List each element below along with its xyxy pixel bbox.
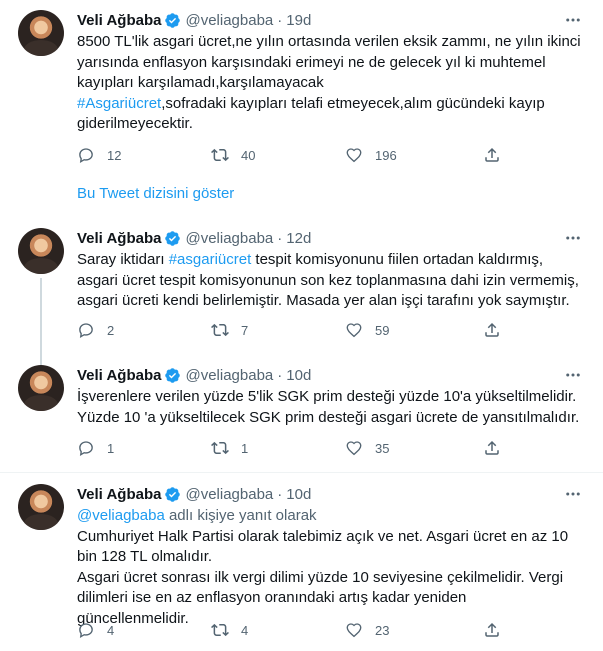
- verified-badge-icon: [164, 486, 181, 503]
- hashtag-link[interactable]: #asgariücret: [168, 251, 252, 268]
- like-icon: [345, 621, 363, 639]
- author-name[interactable]: Veli Ağbaba: [77, 11, 162, 29]
- show-thread-link[interactable]: Bu Tweet dizisini göster: [77, 185, 235, 202]
- author-handle[interactable]: @veliagbaba: [185, 366, 274, 384]
- tweet-paragraph: [77, 94, 582, 135]
- retweet-button[interactable]: [211, 321, 248, 339]
- retweet-count: 1: [241, 440, 249, 456]
- share-icon: [483, 621, 501, 639]
- like-icon: [345, 439, 363, 457]
- retweet-icon: [211, 621, 229, 639]
- reply-icon: [77, 146, 95, 164]
- reply-icon: [77, 321, 95, 339]
- timestamp[interactable]: 19d: [286, 11, 312, 29]
- share-button[interactable]: [483, 146, 513, 164]
- timestamp[interactable]: 10d: [286, 485, 312, 503]
- verified-badge-icon: [164, 12, 181, 29]
- author-handle[interactable]: @veliagbaba: [185, 485, 274, 503]
- tweet-actions: [77, 321, 507, 341]
- share-button[interactable]: [483, 321, 513, 339]
- tweet-text-segment: ,sofradaki kayıpları telafi etmeyecek,alım gücündeki kayıp giderilmeyecektir.: [77, 94, 545, 132]
- verified-badge-icon: [164, 367, 181, 384]
- like-icon: [345, 146, 363, 164]
- share-icon: [483, 146, 501, 164]
- reply-button[interactable]: [77, 439, 114, 457]
- separator-dot: ·: [277, 229, 283, 247]
- reply-button[interactable]: [77, 321, 114, 339]
- like-count: 59: [375, 322, 390, 338]
- author-handle[interactable]: @veliagbaba: [185, 229, 274, 247]
- tweet-text: [77, 387, 582, 428]
- retweet-icon: [211, 146, 229, 164]
- more-options-icon[interactable]: [563, 12, 583, 28]
- tweet-text-segment: Saray iktidarı: [77, 251, 169, 268]
- like-count: 196: [375, 147, 397, 163]
- reply-count: 1: [107, 440, 115, 456]
- more-options-icon[interactable]: [563, 367, 583, 383]
- retweet-count: 7: [241, 322, 249, 338]
- share-button[interactable]: [483, 621, 513, 639]
- tweet-paragraph: İşverenlere verilen yüzde 5'lik SGK prim desteği yüzde 10'a yükseltilmelidir. Yüzde 10 'a yükseltilecek SGK prim desteği asgari ücrete de yansıtılmalıdır.: [77, 388, 580, 426]
- reply-icon: [77, 621, 95, 639]
- timestamp[interactable]: 12d: [286, 229, 312, 247]
- like-button[interactable]: [345, 321, 389, 339]
- like-count: 23: [375, 622, 390, 638]
- tweet-actions: [77, 621, 507, 641]
- share-icon: [483, 439, 501, 457]
- verified-badge-icon: [164, 230, 181, 247]
- separator-dot: ·: [277, 366, 283, 384]
- tweet-actions: [77, 146, 507, 166]
- retweet-button[interactable]: [211, 146, 255, 164]
- tweet-paragraph: [77, 250, 582, 312]
- more-options-icon[interactable]: [563, 486, 583, 502]
- tweet-text: [77, 250, 582, 312]
- reply-icon: [77, 439, 95, 457]
- retweet-icon: [211, 321, 229, 339]
- timestamp[interactable]: 10d: [286, 366, 312, 384]
- share-button[interactable]: [483, 439, 513, 457]
- share-icon: [483, 321, 501, 339]
- like-icon: [345, 321, 363, 339]
- tweet-paragraph: Asgari ücret sonrası ilk vergi dilimi yüzde 10 seviyesine çekilmelidir. Vergi dilimleri ise en az enflasyon oranındaki artış kadar yeniden güncellenmelidir.: [77, 568, 564, 627]
- retweet-button[interactable]: [211, 439, 248, 457]
- avatar[interactable]: [18, 228, 64, 274]
- author-name[interactable]: Veli Ağbaba: [77, 229, 162, 247]
- tweet-text-segment: tespit komisyonunu fiilen ortadan kaldırmış, asgari ücret tespit komisyonunun son kez toplanmasına dahi izin vermemiş, asgari ücreti kendi belirlemiştir. Masada yer alan işçi tarafını yok saymıştır.: [77, 251, 579, 309]
- reply-button[interactable]: [77, 146, 121, 164]
- reply-count: 4: [107, 622, 115, 638]
- more-options-icon[interactable]: [563, 230, 583, 246]
- tweet-actions: [77, 439, 507, 459]
- author-handle[interactable]: @veliagbaba: [185, 11, 274, 29]
- reply-count: 2: [107, 322, 115, 338]
- reply-count: 12: [107, 147, 122, 163]
- tweet-divider: [0, 472, 603, 473]
- reply-to-label: adlı kişiye yanıt olarak: [164, 507, 317, 524]
- tweet-paragraph: 8500 TL'lik asgari ücret,ne yılın ortasında verilen eksik zammı, ne yılın ikinci yarısında enflasyon karşısındaki erimeyi ne de gelecek yıl ki muhtemel kayıpları karşılamadı,karşılamayacak: [77, 33, 581, 91]
- tweet-text: [77, 32, 582, 135]
- avatar[interactable]: [18, 365, 64, 411]
- hashtag-link[interactable]: #Asgariücret: [77, 94, 162, 112]
- retweet-button[interactable]: [211, 621, 248, 639]
- tweet-paragraph: Cumhuriyet Halk Partisi olarak talebimiz açık ve net. Asgari ücret en az 10 bin 128 TL olmalıdır.: [77, 527, 569, 565]
- separator-dot: ·: [277, 11, 283, 29]
- like-button[interactable]: [345, 439, 389, 457]
- replying-to: [77, 506, 582, 527]
- avatar[interactable]: [18, 10, 64, 56]
- retweet-count: 40: [241, 147, 256, 163]
- retweet-count: 4: [241, 622, 249, 638]
- separator-dot: ·: [277, 485, 283, 503]
- author-name[interactable]: Veli Ağbaba: [77, 485, 162, 503]
- author-name[interactable]: Veli Ağbaba: [77, 366, 162, 384]
- avatar[interactable]: [18, 484, 64, 530]
- thread-connector: [40, 278, 42, 365]
- like-count: 35: [375, 440, 390, 456]
- retweet-icon: [211, 439, 229, 457]
- reply-button[interactable]: [77, 621, 114, 639]
- reply-handle-link[interactable]: @veliagbaba: [77, 507, 165, 524]
- like-button[interactable]: [345, 146, 397, 164]
- tweet-text: [77, 506, 582, 629]
- like-button[interactable]: [345, 621, 389, 639]
